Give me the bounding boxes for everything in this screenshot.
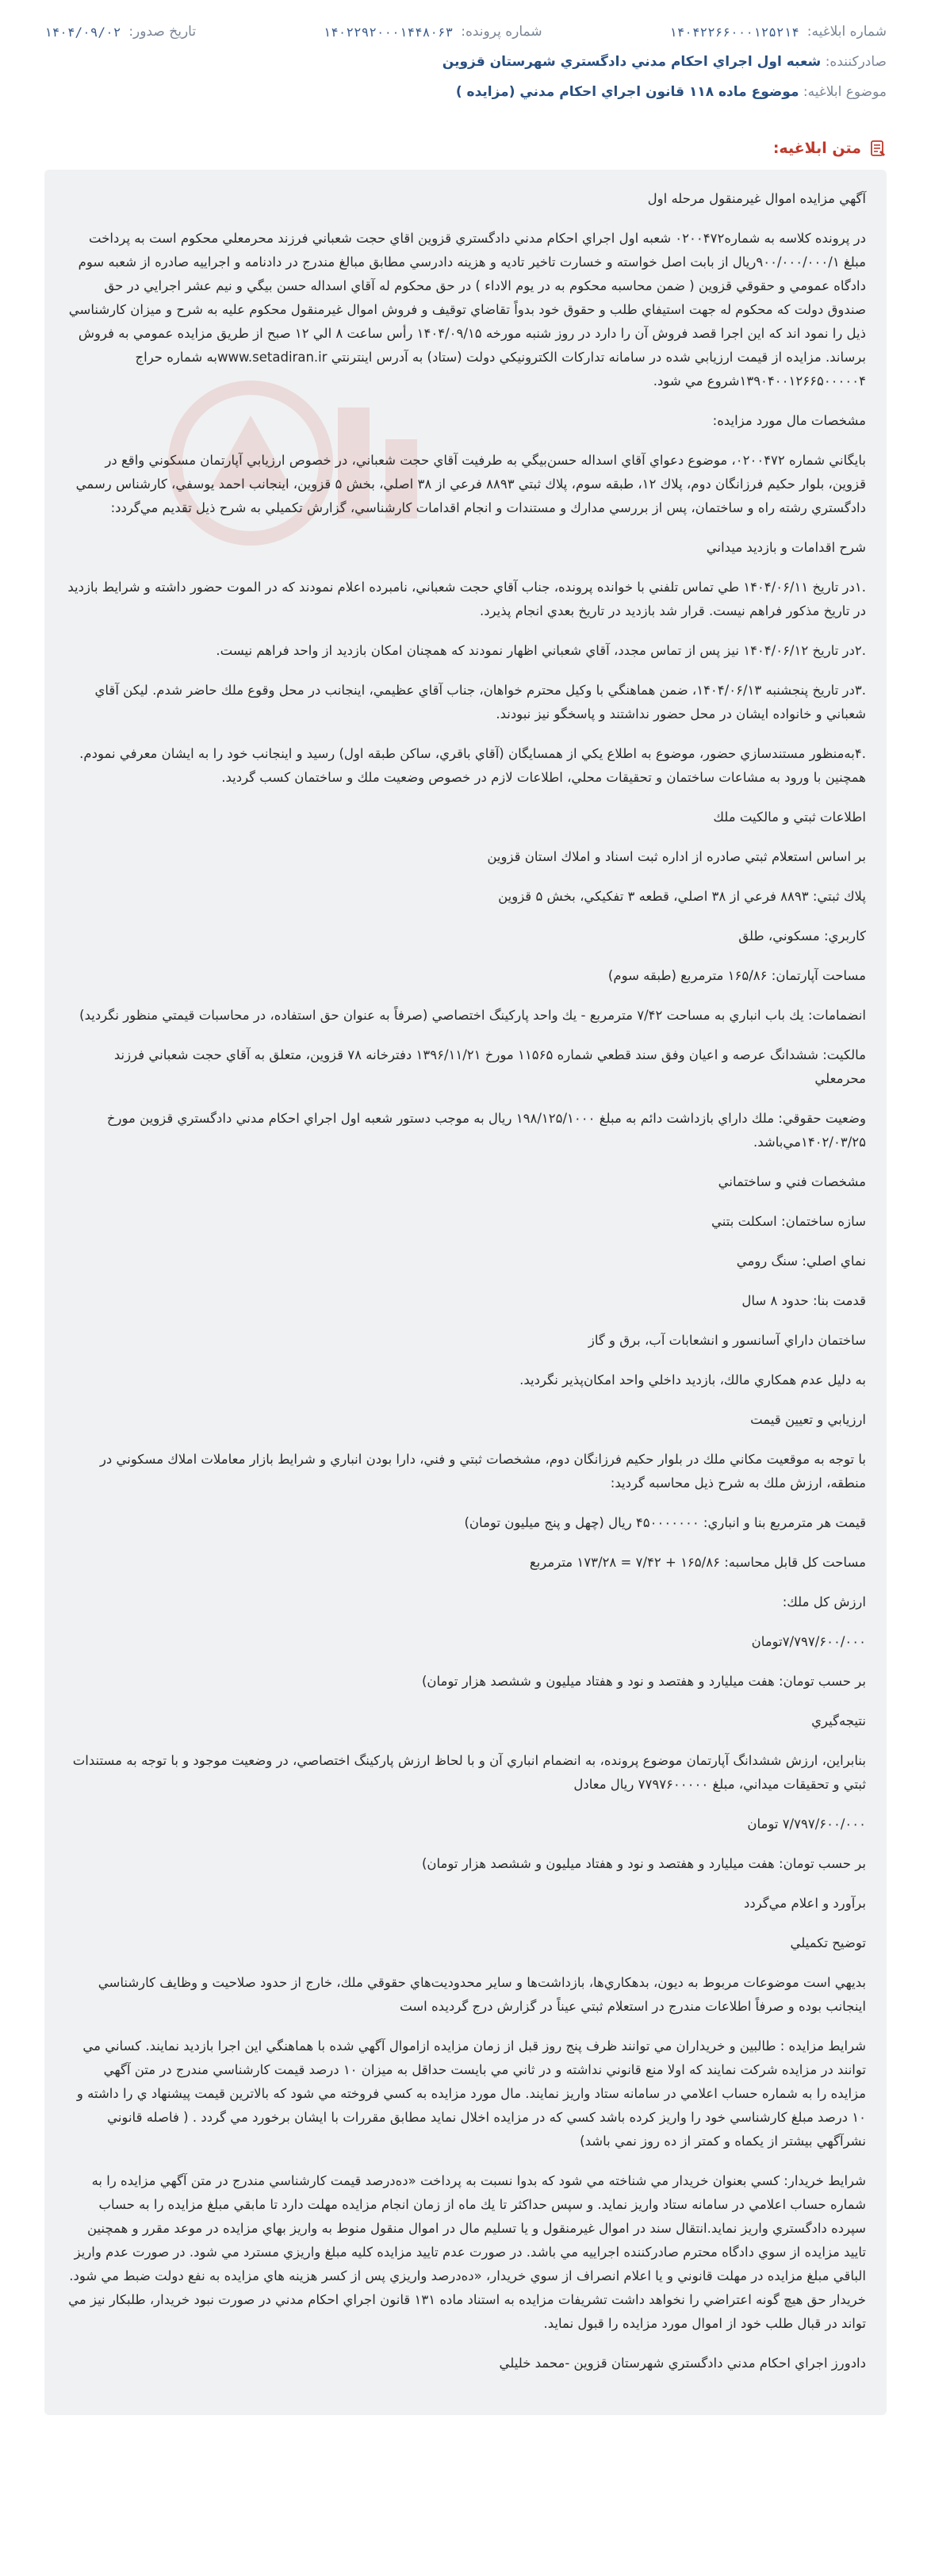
body-paragraph: بر حسب تومان: هفت ميليارد و هفتصد و نود و هفتاد ميليون و ششصد هزار تومان) [421, 1856, 866, 1871]
issue-date-value: ۱۴۰۴/۰۹/۰۲ [44, 24, 121, 40]
body-paragraph: نتيجه‌گيري [811, 1713, 866, 1728]
body-paragraph: بر حسب تومان: هفت ميليارد و هفتصد و نود و هفتاد ميليون و ششصد هزار تومان) [421, 1674, 866, 1689]
body-paragraph: بر اساس استعلام ثبتي صادره از اداره ثبت اسناد و املاك استان قزوين [487, 849, 866, 864]
case-number-value: ۱۴۰۲۲۹۲۰۰۰۱۴۴۸۰۶۳ [323, 24, 454, 40]
body-paragraph: با توجه به موقعيت مكاني ملك در بلوار حكيم فرزانگان دوم، مشخصات ثبتي و فني، دارا بودن انباري و شرايط بازار معاملات املاك مسكوني در منطقه، ارزش ملك به شرح ذيل محاسبه گرديد: [99, 1452, 866, 1491]
body-paragraph: .۳در تاريخ پنجشنبه ۱۴۰۴/۰۶/۱۳، ضمن هماهنگي با وكيل محترم خواهان، جناب آقاي عظيمي، اينجانب در محل وقوع ملك حاضر شدم. ليكن آقاي شعباني و خانواده ايشان در محل حضور نداشتند و پاسخگو نيز نبودند. [94, 683, 866, 722]
document-icon [869, 140, 887, 157]
notice-body [44, 170, 887, 2415]
body-paragraph: شرح اقدامات و بازديد ميداني [706, 540, 866, 555]
subject-value: موضوع ماده ۱۱۸ قانون اجراي احكام مدني (مزايده ) [455, 84, 799, 100]
body-paragraph: پلاك ثبتي: ۸۸۹۳ فرعي از ۳۸ اصلي، قطعه ۳ تفكيكي، بخش ۵ قزوين [498, 889, 866, 904]
body-paragraph: مساحت كل قابل محاسبه: ۱۶۵/۸۶ + ۷/۴۲ = ۱۷۳/۲۸ مترمربع [529, 1555, 866, 1570]
subject-label: موضوع ابلاغیه: [803, 84, 887, 100]
body-paragraph: توضيح تكميلي [790, 1935, 866, 1950]
notice-number [669, 24, 887, 40]
notice-number-value: ۱۴۰۴۲۲۶۶۰۰۰۱۲۵۲۱۴ [669, 24, 799, 40]
body-paragraph: .۱در تاريخ ۱۴۰۴/۰۶/۱۱ طي تماس تلفني با خوانده پرونده، جناب آقاي حجت شعباني، نامبرده اعلام نمودند كه در الموت حضور داشته و شرايط بازديد در تاريخ مذكور فراهم نيست. قرار شد بازديد در تاريخ بعدي انجام پذيرد. [67, 580, 866, 618]
body-paragraph: بديهي است موضوعات مربوط به ديون، بدهكاري‌ها، بازداشت‌ها و ساير محدوديت‌هاي حقوقي ملك، خارج از حدود صلاحيت و وظايف كارشناسي اينجانب بوده و صرفاً اطلاعات مندرج در استعلام ثبتي عيناً در گزارش درج گرديده است [98, 1975, 866, 2014]
body-paragraph: آگهي مزايده اموال غيرمنقول مرحله اول [647, 191, 866, 206]
body-paragraph: بنابراين، ارزش ششدانگ آپارتمان موضوع پرونده، به انضمام انباري آن و با لحاظ ارزش پاركينگ اختصاصي، در وضعيت موجود و با توجه به مستندات ثبتي و تحقيقات ميداني، مبلغ ۷۷۹۷۶۰۰۰۰۰ ريال معادل [72, 1753, 866, 1792]
body-paragraph: نماي اصلي: سنگ رومي [736, 1254, 866, 1269]
body-paragraph: .۲در تاريخ ۱۴۰۴/۰۶/۱۲ نيز پس از تماس مجدد، آقاي شعباني اظهار نمودند كه همچنان امكان بازديد از واحد فراهم نيست. [216, 643, 866, 658]
issuer-label: صادرکننده: [825, 54, 887, 70]
issuer-row [44, 54, 887, 70]
body-paragraph: انضمامات: يك باب انباري به مساحت ۷/۴۲ مترمربع - يك واحد پاركينگ اختصاصي (صرفاً به عنوان حق استفاده، در محاسبات قيمتي منظور نگرديد) [79, 1008, 866, 1023]
body-paragraph: به دليل عدم همكاري مالك، بازديد داخلي واحد امكان‌پذير نگرديد. [519, 1372, 866, 1388]
body-paragraph: كاربري: مسكوني، طلق [738, 928, 866, 944]
body-paragraph: شرايط خريدار: كسي بعنوان خريدار مي شناخته مي شود كه بدوا نسبت به پرداخت «ده‌درصد قيمت كارشناسي مندرج در متن آگهي مزايده را به شماره حساب اعلامي در سامانه ستاد واريز نمايد. و سپس حداكثر تا يك ماه از زمان انجام مزايده مهلت دارد تا مابقي مبلغ مزايده را به حساب سپرده دادگستري واريز نمايد.انتقال سند در اموال غيرمنقول و يا تسليم مال در اموال منقول منوط به واريز بهاي مزايده در موعد مقرر و همچنين تاييد مزايده از سوي دادگاه محترم صادركننده اجراييه مي باشد. در صورت عدم تاييد مزايده كليه مبلغ واريزي مسترد مي شود. در صورت عدم واريز الباقي مبلغ مزايده در مهلت قانوني و يا اعلام انصراف از سوي خريدار، «ده‌درصد واريزي پس از كسر هزينه هاي مزايده به نفع دولت ضبط مي شود. خريدار حق هيچ گونه اعتراضي را نخواهد داشت تشريفات مزايده به استناد ماده ۱۳۱ قانون اجراي احكام مدني در صورت نبود خريدار، طلبكار نيز مي تواند در قبال طلب خود از اموال مورد مزايده را قبول نمايد. [68, 2173, 866, 2331]
body-paragraph: برآورد و اعلام مي‌گردد [743, 1896, 866, 1911]
issue-date [44, 24, 196, 40]
case-number-label: شماره پرونده: [461, 24, 542, 40]
body-paragraph: ۷/۷۹۷/۶۰۰/۰۰۰تومان [751, 1634, 866, 1649]
body-paragraph: مساحت آپارتمان: ۱۶۵/۸۶ مترمربع (طبقه سوم) [607, 968, 866, 983]
notice-number-label: شماره ابلاغیه: [806, 24, 887, 40]
body-paragraph: مالكيت: ششدانگ عرصه و اعيان وفق سند قطعي شماره ۱۱۵۶۵ مورخ ۱۳۹۶/۱۱/۲۱ دفترخانه ۷۸ قزوين، متعلق به آقاي حجت شعباني فرزند محرمعلي [113, 1047, 866, 1086]
body-paragraph: قدمت بنا: حدود ۸ سال [741, 1293, 866, 1308]
signature: دادورز اجراي احكام مدني دادگستري شهرستان قزوين -محمد خليلي [499, 2356, 866, 2371]
subject-row [44, 84, 887, 100]
body-paragraph: ساختمان داراي آسانسور و انشعابات آب، برق و گاز [588, 1333, 866, 1348]
notice-header [0, 0, 931, 100]
body-paragraph: در پرونده كلاسه به شماره۰۲۰۰۴۷۲ شعبه اول اجراي احكام مدني دادگستري قزوين اقاي حجت شعباني فرزند محرمعلي محكوم است به پرداخت مبلغ ۹۰۰/۰۰۰/۰۰۰/۱ريال از بابت اصل خواسته و خسارت تاخير تاديه و هزينه دادرسي مطابق مبالغ مندرج در دادنامه و اجراييه صادره از شعبه سوم دادگاه عمومي و حقوقي قزوين ( ضمن محاسبه محكوم به در يوم الاداء ) در حق محكوم له آقاي اسداله حسن بيگي و نيم عشر اجرايي در حق صندوق دولت كه محكوم له جهت استيفاي طلب و حقوق خود بدواً تقاضاي توقيف و فروش اموال غيرمنقول محكوم عليه به شرح و ميزان كارشناسي ذيل را نمود اند كه اين اجرا قصد فروش آن را دارد در روز شنبه مورخه ۱۴۰۴/۰۹/۱۵ رأس ساعت ۸ الي ۱۲ صبح از طريق مزايده عمومي به فروش برساند. مزايده از قيمت ارزيابي شده در سامانه تدارکات الکترونيکي دولت (ستاد) به آدرس اينترنتي www.setadiran.irبه شماره حراج ۱۳۹۰۴۰۰۱۲۶۶۵۰۰۰۰۰۴شروع مي شود. [68, 231, 866, 389]
body-paragraph: مشخصات مال مورد مزايده: [712, 413, 866, 428]
issue-date-label: تاریخ صدور: [128, 24, 197, 40]
case-number [323, 24, 542, 40]
header-meta-row [44, 24, 887, 40]
body-paragraph: اطلاعات ثبتي و مالكيت ملك [713, 810, 866, 825]
issuer-value: شعبه اول اجراي احكام مدني دادگستري شهرستان قزوين [442, 54, 822, 70]
body-paragraph: شرايط مزايده : طالبين و خريداران مي توانند ظرف پنج روز قبل از زمان مزايده ازاموال آگهي شده با هماهنگي اين اجرا بازديد نمايند. كساني مي توانند در مزايده شركت نمايند كه اولا منع قانوني نداشته و در ثاني مي بايست حداقل به ميزان ۱۰ درصد قيمت كارشناسي مندرج در متن آگهي مزايده را به شماره حساب اعلامي در سامانه ستاد واريز نمايند. مال مورد مزايده به كسي فروخته مي شود كه بالاترين قيمت پيشنهاد ي را داشته و ۱۰ درصد مبلغ كارشناسي خود را واريز كرده باشد كسي كه در مزايده اخلال نمايد مطابق مقررات با ايشان برخورد مي گردد . ( فاصله قانوني نشرآگهي بيشتر از يكماه و كمتر از ده روز نمي باشد) [76, 2038, 866, 2149]
body-paragraph: ارزيابي و تعيين قيمت [750, 1412, 866, 1427]
body-paragraph: مشخصات فني و ساختماني [718, 1174, 866, 1189]
body-paragraph: قيمت هر مترمربع بنا و انباري: ۴۵۰۰۰۰۰۰۰ ريال (چهل و پنج ميليون تومان) [464, 1515, 866, 1530]
notice-text-heading [0, 140, 931, 157]
notice-text-title: متن ابلاغیه: [772, 140, 861, 157]
body-paragraph: ارزش كل ملك: [782, 1594, 866, 1610]
body-paragraph: ۷/۷۹۷/۶۰۰/۰۰۰ تومان [747, 1816, 866, 1832]
body-paragraph: سازه ساختمان: اسكلت بتني [711, 1214, 866, 1229]
body-paragraph: .۴به‌منظور مستندسازي حضور، موضوع به اطلاع يكي از همسايگان (آقاي باقري، ساكن طبقه اول) رسيد و اينجانب خود را به ايشان معرفي نمودم. همچنين با ورود به مشاعات ساختمان و تحقيقات محلي، اطلاعات لازم در خصوص وضعيت ملك و ساختمان كسب گرديد. [79, 746, 866, 785]
body-paragraph: بايگاني شماره ۰۲۰۰۴۷۲، موضوع دعواي آقاي اسداله حسن‌بيگي به طرفيت آقاي حجت شعباني، در خصوص ارزيابي آپارتمان مسكوني واقع در قزوين، بلوار حكيم فرزانگان دوم، پلاك ۱۲، طبقه سوم، پلاك ثبتي ۸۸۹۳ فرعي از ۳۸ اصلي، بخش ۵ قزوين، اينجانب احمد يوسفي، كارشناس رسمي دادگستري رشته راه و ساختمان، پس از بررسي مدارك و مستندات و انجام اقدامات كارشناسي، گزارش تكميلي به شرح ذيل تقديم مي‌گردد: [75, 453, 866, 515]
body-paragraph: وضعيت حقوقي: ملك داراي بازداشت دائم به مبلغ ۱۹۸/۱۲۵/۱۰۰۰ ريال به موجب دستور شعبه اول اجراي احكام مدني دادگستري قزوين مورخ ۱۴۰۲/۰۳/۲۵مي‌باشد. [106, 1111, 866, 1150]
